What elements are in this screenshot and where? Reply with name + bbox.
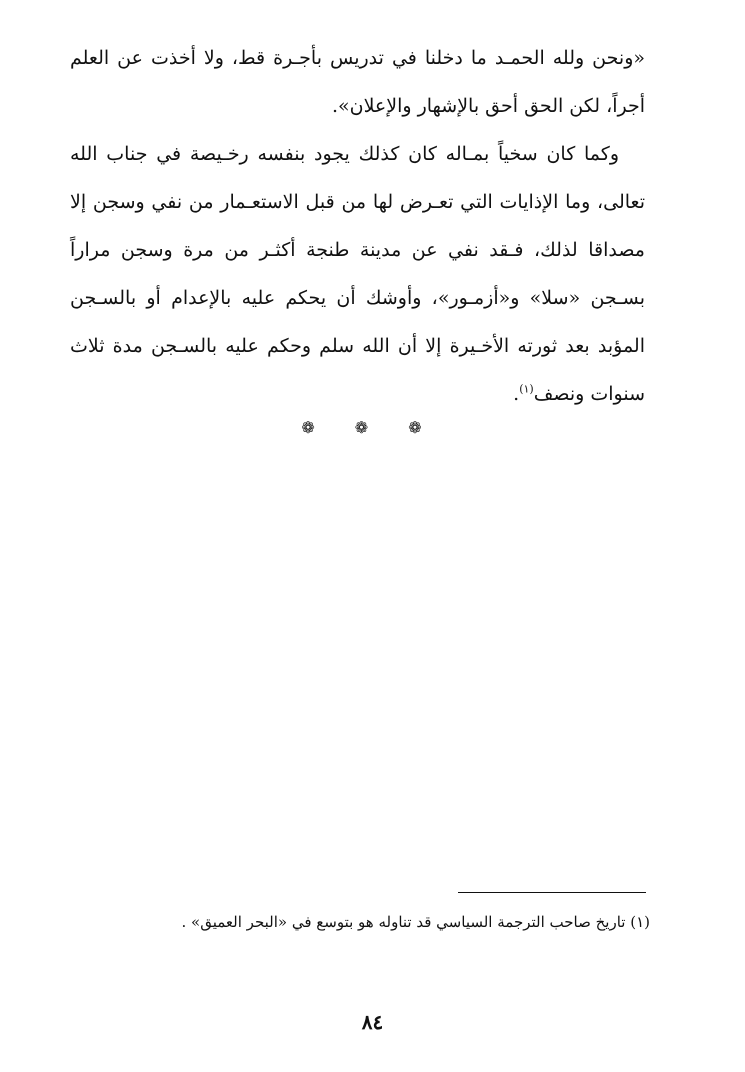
paragraph-body — [70, 130, 645, 418]
paragraph-2-text: وكما كان سخياً بمـاله كان كذلك يجود بنفسه رخـيصة في جناب الله تعالى، وما الإذايات التي تعـرض لها من قبل الاستعـمار من نفي وسجن إلا مصداقا لذلك، فـقد نفي عن مدينة طنجة أكثـر من مرة وسجن مراراً بسـجن «سلا» و«أزمـور»، وأوشك أن يحكم عليه بالإعدام أو بالسـجن المؤبد بعد ثورته الأخـيرة إلا أن الله سلم وحكم عليه بالسـجن مدة ثلاث سنوات ونصف — [70, 143, 645, 405]
page-number: ٨٤ — [361, 1010, 384, 1034]
paragraph-2: وكما كان سخياً بمـاله كان كذلك يجود بنفسه رخـيصة في جناب الله تعالى، وما الإذايات التي تعـرض لها من قبل الاستعـمار من نفي وسجن إلا مصداقا لذلك، فـقد نفي عن مدينة طنجة أكثـر من مرة وسجن مراراً بسـجن «سلا» و«أزمـور»، وأوشك أن يحكم عليه بالإعدام أو بالسـجن المؤبد بعد ثورته الأخـيرة إلا أن الله سلم وحكم عليه بالسـجن مدة ثلاث سنوات ونصف$^{(١)}$. — [70, 143, 645, 405]
separator-ornament-icon: ❁ — [301, 418, 337, 437]
footnote-divider — [458, 892, 646, 893]
paragraph-1-text: «ونحن ولله الحمـد ما دخلنا في تدريس بأجـرة قط، ولا أخذت عن العلم أجراً، لكن الحق أحق بالإشهار والإعلان». — [70, 47, 645, 117]
section-separator — [0, 418, 745, 437]
separator-ornament-icon: ❁ — [354, 418, 391, 437]
paragraph-quote — [70, 34, 645, 130]
footnote-reference: (١) — [519, 382, 534, 396]
footnote-text: (١) تاريخ صاحب الترجمة السياسي قد تناوله هو بتوسع في «البحر العميق» . — [181, 913, 650, 931]
separator-ornament-icon: ❁ — [408, 418, 444, 437]
